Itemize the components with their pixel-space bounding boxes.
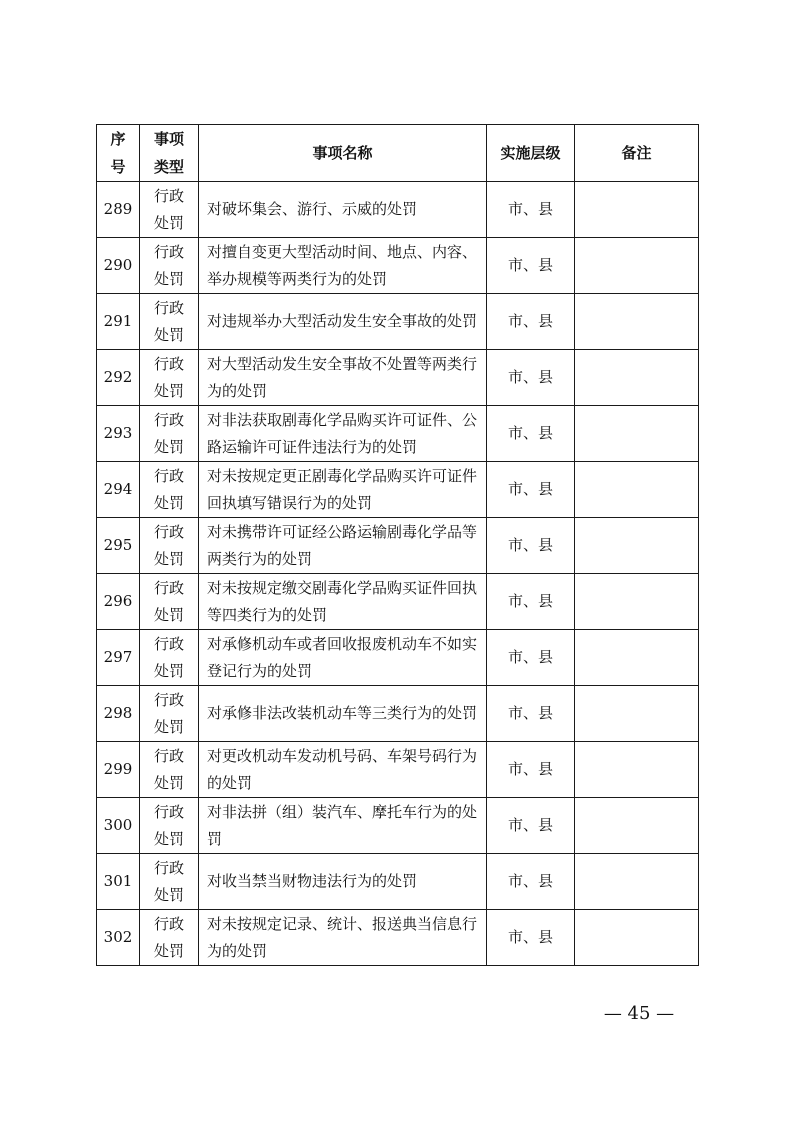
- row-item-type: [140, 238, 199, 294]
- row-item-type-line2: 处罚: [153, 885, 184, 904]
- row-remarks: [575, 294, 699, 350]
- row-item-type: [140, 350, 199, 406]
- row-implementation-level: 市、县: [487, 350, 575, 406]
- row-item-name: 对承修机动车或者回收报废机动车不如实登记行为的处罚: [199, 630, 487, 686]
- row-item-type-line1: 行政: [153, 242, 184, 261]
- row-item-name: 对收当禁当财物违法行为的处罚: [199, 854, 487, 910]
- row-remarks: [575, 742, 699, 798]
- row-item-type-line2: 处罚: [153, 549, 184, 568]
- row-serial-number: 302: [97, 910, 140, 966]
- table-row: [97, 910, 699, 966]
- row-serial-number: 298: [97, 686, 140, 742]
- row-implementation-level: 市、县: [487, 182, 575, 238]
- row-serial-number: 290: [97, 238, 140, 294]
- row-implementation-level: 市、县: [487, 518, 575, 574]
- row-item-type-line1: 行政: [153, 690, 184, 709]
- row-item-name: 对更改机动车发动机号码、车架号码行为的处罚: [199, 742, 487, 798]
- row-serial-number: 293: [97, 406, 140, 462]
- row-implementation-level: 市、县: [487, 798, 575, 854]
- row-item-name: 对未按规定缴交剧毒化学品购买证件回执等四类行为的处罚: [199, 574, 487, 630]
- row-serial-number: 297: [97, 630, 140, 686]
- row-remarks: [575, 406, 699, 462]
- row-item-type: [140, 854, 199, 910]
- row-remarks: [575, 518, 699, 574]
- row-implementation-level: 市、县: [487, 910, 575, 966]
- header-item-type: 事项 类型: [140, 125, 199, 182]
- row-item-type-line2: 处罚: [153, 661, 184, 680]
- row-item-name: 对擅自变更大型活动时间、地点、内容、举办规模等两类行为的处罚: [199, 238, 487, 294]
- row-item-name: 对非法拼（组）装汽车、摩托车行为的处罚: [199, 798, 487, 854]
- row-item-type-line2: 处罚: [153, 941, 184, 960]
- row-implementation-level: 市、县: [487, 630, 575, 686]
- row-item-type-line1: 行政: [153, 578, 184, 597]
- table-header-row: [97, 125, 699, 182]
- row-item-type: [140, 910, 199, 966]
- row-serial-number: 300: [97, 798, 140, 854]
- row-item-name: 对大型活动发生安全事故不处置等两类行为的处罚: [199, 350, 487, 406]
- row-implementation-level: 市、县: [487, 686, 575, 742]
- row-implementation-level: 市、县: [487, 854, 575, 910]
- row-item-type-line2: 处罚: [153, 213, 184, 232]
- row-serial-number: 295: [97, 518, 140, 574]
- row-item-type: [140, 630, 199, 686]
- row-item-type-line2: 处罚: [153, 605, 184, 624]
- table-row: [97, 742, 699, 798]
- row-serial-number: 289: [97, 182, 140, 238]
- row-remarks: [575, 854, 699, 910]
- row-serial-number: 292: [97, 350, 140, 406]
- row-item-type: [140, 686, 199, 742]
- row-item-type-line1: 行政: [153, 914, 184, 933]
- row-serial-number: 299: [97, 742, 140, 798]
- row-implementation-level: 市、县: [487, 406, 575, 462]
- row-remarks: [575, 238, 699, 294]
- row-item-type-line2: 处罚: [153, 325, 184, 344]
- table-row: [97, 630, 699, 686]
- items-table: [96, 124, 699, 966]
- row-remarks: [575, 910, 699, 966]
- row-implementation-level: 市、县: [487, 742, 575, 798]
- table-row: [97, 294, 699, 350]
- header-item-name: 事项名称: [199, 125, 487, 182]
- row-item-type: [140, 574, 199, 630]
- row-item-type-line1: 行政: [153, 354, 184, 373]
- table-row: [97, 350, 699, 406]
- row-remarks: [575, 182, 699, 238]
- row-remarks: [575, 462, 699, 518]
- table-row: [97, 686, 699, 742]
- row-item-type: [140, 798, 199, 854]
- table-row: [97, 854, 699, 910]
- row-item-type-line1: 行政: [153, 466, 184, 485]
- row-serial-number: 301: [97, 854, 140, 910]
- row-item-type-line2: 处罚: [153, 381, 184, 400]
- row-item-type-line1: 行政: [153, 802, 184, 821]
- row-serial-number: 294: [97, 462, 140, 518]
- table-row: [97, 462, 699, 518]
- row-item-name: 对承修非法改装机动车等三类行为的处罚: [199, 686, 487, 742]
- row-item-type-line2: 处罚: [153, 493, 184, 512]
- row-remarks: [575, 630, 699, 686]
- row-implementation-level: 市、县: [487, 574, 575, 630]
- header-remarks: 备注: [575, 125, 699, 182]
- table-row: [97, 798, 699, 854]
- table-row: [97, 238, 699, 294]
- row-item-type-line1: 行政: [153, 634, 184, 653]
- row-item-type-line2: 处罚: [153, 717, 184, 736]
- row-serial-number: 291: [97, 294, 140, 350]
- table-row: [97, 518, 699, 574]
- row-implementation-level: 市、县: [487, 294, 575, 350]
- row-item-name: 对未携带许可证经公路运输剧毒化学品等两类行为的处罚: [199, 518, 487, 574]
- table-row: [97, 574, 699, 630]
- row-item-type-line2: 处罚: [153, 437, 184, 456]
- table-row: [97, 406, 699, 462]
- row-item-type-line1: 行政: [153, 186, 184, 205]
- header-serial-number: 序 号: [97, 125, 140, 182]
- row-item-type-line2: 处罚: [153, 773, 184, 792]
- row-implementation-level: 市、县: [487, 462, 575, 518]
- row-item-name: 对破坏集会、游行、示威的处罚: [199, 182, 487, 238]
- row-item-type: [140, 406, 199, 462]
- row-item-name: 对未按规定更正剧毒化学品购买许可证件回执填写错误行为的处罚: [199, 462, 487, 518]
- row-item-name: 对违规举办大型活动发生安全事故的处罚: [199, 294, 487, 350]
- row-remarks: [575, 798, 699, 854]
- row-item-type: [140, 742, 199, 798]
- row-item-type-line1: 行政: [153, 522, 184, 541]
- row-item-type: [140, 294, 199, 350]
- row-item-type-line1: 行政: [153, 746, 184, 765]
- row-item-type-line2: 处罚: [153, 269, 184, 288]
- table-row: [97, 182, 699, 238]
- row-item-type-line1: 行政: [153, 410, 184, 429]
- row-item-type: [140, 182, 199, 238]
- row-item-type-line1: 行政: [153, 298, 184, 317]
- header-implementation-level: 实施层级: [487, 125, 575, 182]
- row-item-type: [140, 462, 199, 518]
- row-item-type: [140, 518, 199, 574]
- row-serial-number: 296: [97, 574, 140, 630]
- row-item-name: 对非法获取剧毒化学品购买许可证件、公路运输许可证件违法行为的处罚: [199, 406, 487, 462]
- row-item-type-line1: 行政: [153, 858, 184, 877]
- row-item-name: 对未按规定记录、统计、报送典当信息行为的处罚: [199, 910, 487, 966]
- row-implementation-level: 市、县: [487, 238, 575, 294]
- row-remarks: [575, 350, 699, 406]
- row-item-type-line2: 处罚: [153, 829, 184, 848]
- row-remarks: [575, 686, 699, 742]
- page-number: — 45 —: [603, 1003, 675, 1024]
- row-remarks: [575, 574, 699, 630]
